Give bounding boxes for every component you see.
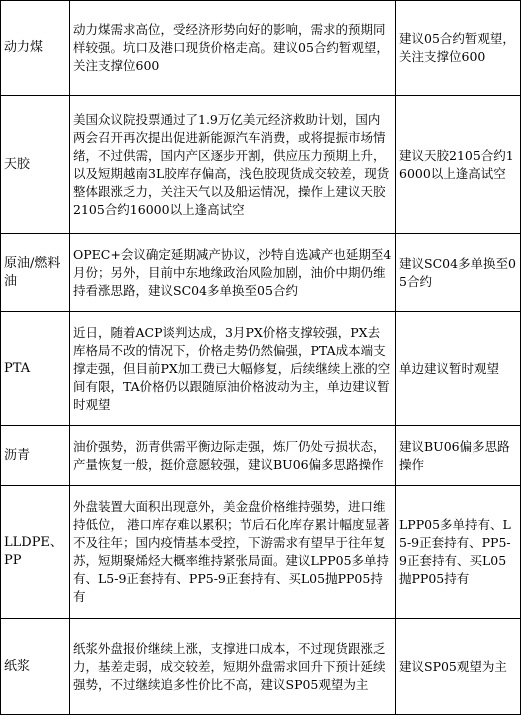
category-cell: 动力煤 [1,1,70,96]
suggestion-cell: 建议BU06偏多思路操作 [396,426,521,486]
table-row [1,234,521,312]
analysis-cell: 纸浆外盘报价继续上涨，支撑进口成本，不过现货跟涨乏力，基差走弱，成交较差，短期外盘需求回升下预计延续强势，不过继续追多性价比不高，建议SP05观望为主 [70,619,396,715]
category-cell: LLDPE、PP [1,486,70,619]
category-cell: 天胶 [1,96,70,234]
suggestion-cell: 建议天胶2105合约16000以上逢高试空 [396,96,521,234]
suggestion-cell: 建议05合约暂观望，关注支撑位600 [396,1,521,96]
category-cell: PTA [1,312,70,426]
category-cell: 纸浆 [1,619,70,715]
category-cell: 原油/燃料油 [1,234,70,312]
table-row [1,312,521,426]
table-row [1,486,521,619]
analysis-cell: OPEC+会议确定延期减产协议，沙特自选减产也延期至4月份；另外，目前中东地缘政治风险加剧，油价中期仍维持看涨思路，建议SC04多单换至05合约 [70,234,396,312]
table-row [1,426,521,486]
analysis-cell: 外盘装置大面积出现意外，美金盘价格维持强势，进口维持低位， 港口库存难以累积；节后石化库存累计幅度显著不及往年；国内疫情基本受控，下游需求有望早于往年复苏，短期聚烯烃大概率维持紧张局面。建议LPP05多单持有、L5-9正套持有、PP5-9正套持有、买L05抛PP05持有 [70,486,396,619]
suggestion-cell: 建议SP05观望为主 [396,619,521,715]
table-row [1,96,521,234]
suggestion-cell: 建议SC04多单换至05合约 [396,234,521,312]
table-row [1,619,521,715]
analysis-cell: 油价强势，沥青供需平衡边际走强，炼厂仍处亏损状态，产量恢复一般，挺价意愿较强，建议BU06偏多思路操作 [70,426,396,486]
category-cell: 沥青 [1,426,70,486]
analysis-cell: 美国众议院投票通过了1.9万亿美元经济救助计划，国内两会召开再次提出促进新能源汽车消费，或将提振市场情绪，不过供需，国内产区逐步开割，供应压力预期上升，以及短期越南3L胶库存偏高，浅色胶现货成交较差，现货整体跟涨乏力，关注天气以及船运情况，操作上建议天胶2105合约16000以上逢高试空 [70,96,396,234]
suggestion-cell: 单边建议暂时观望 [396,312,521,426]
suggestion-cell: LPP05多单持有、L5-9正套持有、PP5-9正套持有、买L05抛PP05持有 [396,486,521,619]
analysis-cell: 动力煤需求高位，受经济形势向好的影响，需求的预期同样较强。坑口及港口现货价格走高。建议05合约暂观望，关注支撑位600 [70,1,396,96]
table-row [1,1,521,96]
analysis-cell: 近日，随着ACP谈判达成，3月PX价格支撑较强，PX去库格局不改的情况下，价格走势仍然偏强，PTA成本端支撑走强，但目前PX加工费已大幅修复，后续继续上涨的空间有限，TA价格仍以跟随原油价格波动为主，单边建议暂时观望 [70,312,396,426]
